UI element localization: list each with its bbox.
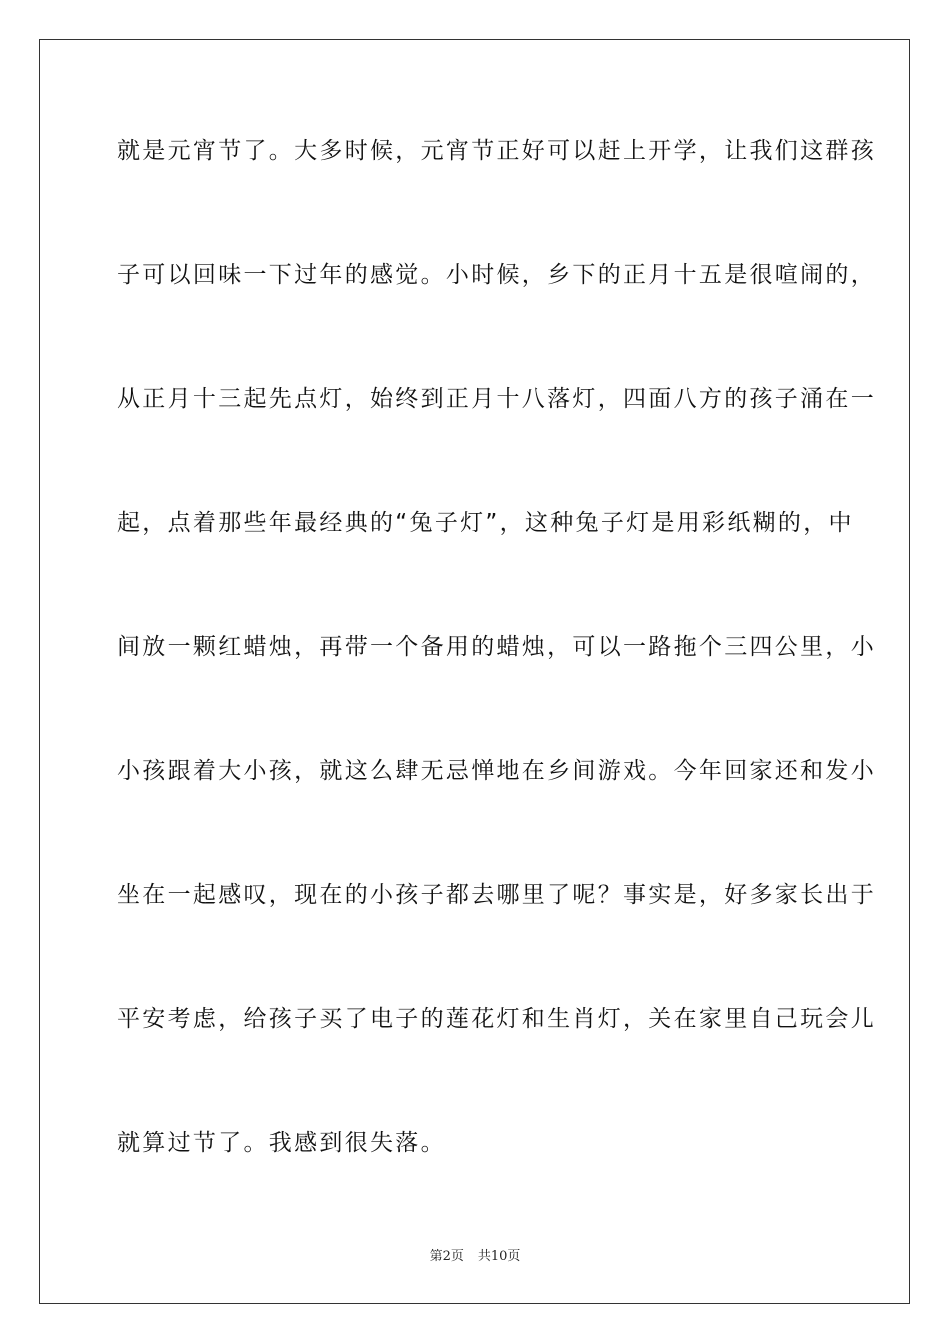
body-text-line: 平安考虑，给孩子买了电子的莲花灯和生肖灯，关在家里自己玩会儿 [117,1006,876,1032]
body-text-line: 小孩跟着大小孩，就这么肆无忌惮地在乡间游戏。今年回家还和发小 [117,758,876,784]
body-text-line: 子可以回味一下过年的感觉。小时候，乡下的正月十五是很喧闹的， [117,262,876,288]
page-total: 共10页 [477,1249,521,1264]
page-footer [0,1248,950,1266]
body-text-line: 间放一颗红蜡烛，再带一个备用的蜡烛，可以一路拖个三四公里，小 [117,634,876,660]
body-text-line: 起，点着那些年最经典的“兔子灯”，这种兔子灯是用彩纸糊的，中 [117,510,854,536]
page-number: 第2页 [429,1249,464,1264]
body-text-line: 从正月十三起先点灯，始终到正月十八落灯，四面八方的孩子涌在一 [117,386,876,412]
body-text-line: 坐在一起感叹，现在的小孩子都去哪里了呢？事实是，好多家长出于 [117,882,876,908]
page-border [39,39,910,1304]
body-text-line: 就算过节了。我感到很失落。 [117,1130,446,1156]
body-text-line: 就是元宵节了。大多时候，元宵节正好可以赶上开学，让我们这群孩 [117,138,876,164]
